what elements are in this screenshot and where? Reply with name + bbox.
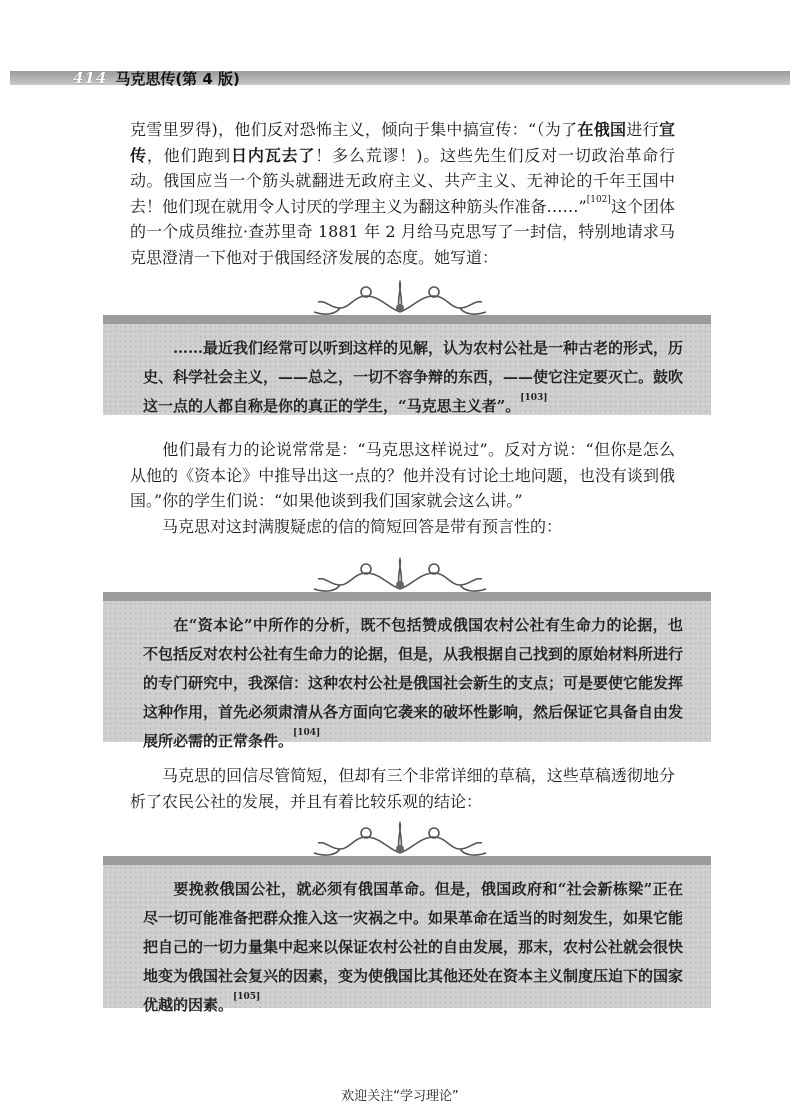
block-quote-3: 要挽救俄国公社，就必须有俄国革命。但是，俄国政府和“社会新栋梁”正在尽一切可能准备把群众推入这一灾祸之中。如果革命在适当的时刻发生，如果它能把自己的一切力量集中起来以保证农村公社的自由发展，那末，农村公社就会很快地变为俄国社会复兴的因素，变为使俄国比其他还处在资本主义制度压迫下的国家优越的因素。[105]	[103, 856, 711, 1008]
running-header	[10, 68, 790, 88]
page-number: 414	[73, 69, 108, 87]
paragraph-4: 马克思的回信尽管简短，但却有三个非常详细的草稿，这些草稿透彻地分析了农民公社的发展，并且有着比较乐观的结论：	[130, 766, 675, 811]
book-title: 马克思传(第 4 版)	[115, 69, 240, 88]
scroll-ornament-icon	[300, 278, 500, 318]
footnote-ref[interactable]: [102]	[586, 194, 611, 205]
paragraph-3: 马克思对这封满腹疑虑的信的简短回答是带有预言性的：	[162, 517, 563, 536]
footnote-ref[interactable]: [105]	[233, 992, 261, 1002]
page-footer: 欢迎关注“学习理论”	[341, 1089, 459, 1104]
footnote-ref[interactable]: [104]	[293, 728, 321, 738]
scroll-ornament-icon	[300, 555, 500, 595]
block-quote-1: ……最近我们经常可以听到这样的见解，认为农村公社是一种古老的形式，历史、科学社会主义，——总之，一切不容争辩的东西，——使它注定要灭亡。鼓吹这一点的人都自称是你的真正的学生，“马克思主义者”。[103]	[103, 315, 711, 415]
scroll-ornament-icon	[300, 819, 500, 859]
emphasis-in-russia: 在俄国	[577, 120, 627, 139]
block-quote-2: 在“资本论”中所作的分析，既不包括赞成俄国农村公社有生命力的论据，也不包括反对农村公社有生命力的论据，但是，从我根据自己找到的原始材料所进行的专门研究中，我深信：这种农村公社是俄国社会新生的支点；可是要使它能发挥这种作用，首先必须肃清从各方面向它袭来的破坏性影响，然后保证它具备自由发展所必需的正常条件。[104]	[103, 592, 711, 742]
emphasis-propaganda: 宣传	[130, 120, 675, 165]
paragraph-2: 他们最有力的论说常常是：“马克思这样说过”。反对方说：“但你是怎么从他的《资本论》中推导出这一点的？他并没有讨论土地问题，也没有谈到俄国。”你的学生们说：“如果他谈到我们国家就会这么讲。”	[130, 440, 675, 510]
paragraph-1: 克雪里罗得)，他们反对恐怖主义，倾向于集中搞宣传：“（为了在俄国进行宣传，他们跑到日内瓦去了！多么荒谬！)。这些先生们反对一切政治革命行动。俄国应当一个筋头就翻进无政府主义、共产主义、无神论的千年王国中去！他们现在就用令人讨厌的学理主义为翻这种筋头作准备……”[102]这个团体的一个成员维拉·查苏里奇 1881 年 2 月给马克思写了一封信，特别地请求马克思澄清一下他对于俄国经济发展的态度。她写道：	[130, 120, 675, 267]
emphasis-geneva: 日内瓦去了	[231, 145, 316, 165]
footnote-ref[interactable]: [103]	[520, 393, 548, 403]
